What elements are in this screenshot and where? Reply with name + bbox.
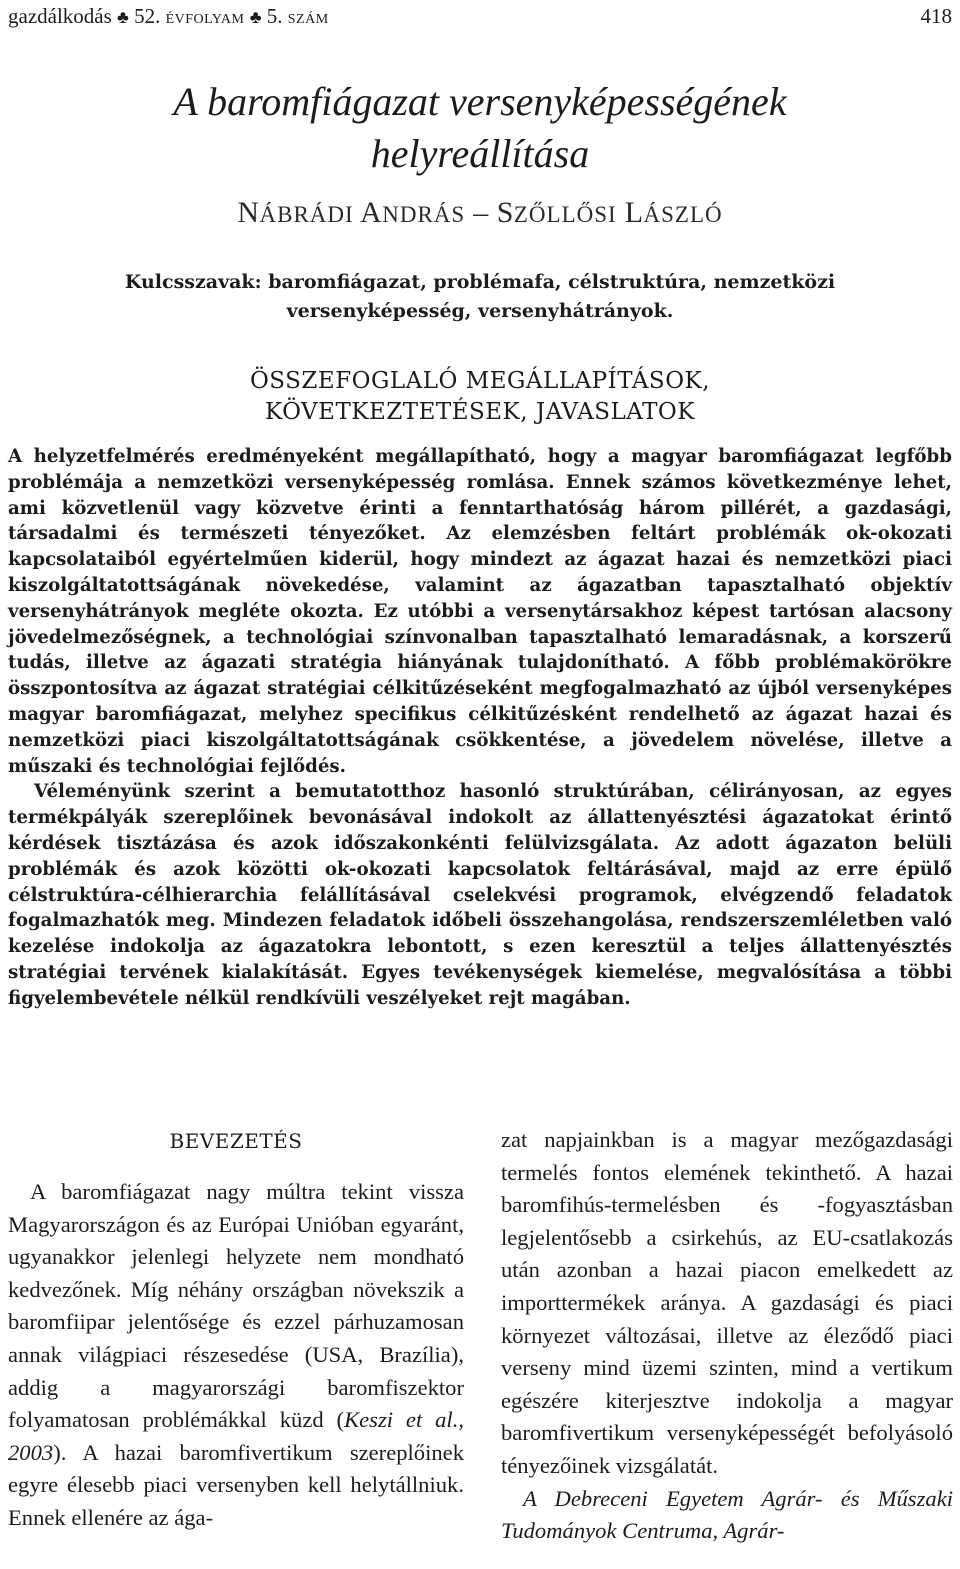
title-line-1: A baromfiágazat versenyképességének [173,79,787,124]
author-1-given-rest: NDRÁS [382,202,466,227]
author-1 [237,196,465,229]
introduction-text: A baromfiágazat nagy múltra tekint vissza Magyarországon és az Európai Unióban egyaránt, ugyanakkor jelenlegi helyzete nem mondható kedvezőnek. Míg néhány országban növekszik a baromfiipar jelentősége és ezzel párhuzamosan annak világpiaci részesedése (USA, Brazília), addig a magyarországi baromfiszektor folyamatosan problémákkal küzd ( [8,1179,464,1433]
introduction-paragraph [8,1176,464,1535]
citation: Keszi et al., 2003 [8,1407,465,1465]
affiliation-text: A Debreceni Egyetem Agrár- és Műszaki Tudományok Centruma, Agrár- [501,1485,953,1544]
article-title [0,76,960,180]
author-1-surname-rest: ÁBRÁDI [259,202,354,227]
author-1-initial: N [237,196,260,229]
summary-heading-line-2: KÖVETKEZTETÉSEK, JAVASLATOK [265,399,695,425]
volume-label: ÉVFOLYAM [165,12,245,27]
introduction-text-continued: ). A hazai baromfivertikum szereplőinek egyre élesebb piaci versenyben kell helytállniuk. Ennek ellenére az ága- [8,1439,464,1530]
summary-body [8,444,952,1012]
summary-paragraph-2: Véleményünk szerint a bemutatotthoz hasonló struktúrában, célirányosan, az egyes termékpályák szereplőinek bevonásával indokolt az állattenyésztési ágazatokat érintő kérdések tisztázása és azok időszakonkénti felülvizsgálata. Az adott ágazaton belüli problémák és azok közötti ok-okozati kapcsolatok feltárásával, majd az erre épülő célstruktúra-célhierarchia felállításával cselekvési programok, elvégzendő feladatok fogalmazhatók meg. Mindezen feladatok időbeli összehangolása, rendszerszemléletben való kezelése indokolja az ágazatokra lebontott, s ezen keresztül a teljes állattenyésztés stratégiai tervének kialakítását. Egyes tevékenységek kiemelése, megvalósítása a többi figyelembevétele nélkül rendkívüli veszélyeket rejt magában. [8,781,952,1009]
club-suit-icon: ♣ [249,7,262,27]
author-2 [497,196,723,229]
running-head [8,3,952,29]
introduction-heading: BEVEZETÉS [169,1129,303,1153]
author-2-given-rest: ÁSZLÓ [643,202,723,227]
author-1-given-initial: A [360,196,383,229]
journal-name: gazdálkodás [8,4,112,28]
right-column [501,1124,953,1548]
introduction-paragraph-continued: zat napjainkban is a magyar mezőgazdasági termelés fontos elemének tekinthető. A hazai baromfihús-termelésben és -fogyasztásban legjelentősebb a csirkehús, az EU-csatlakozás után azonban a hazai piacon emelkedett az importtermékek aránya. A gazdasági és piaci környezet változásai, illetve az éleződő piaci verseny mind üzemi szinten, mind a vertikum egészére kiterjesztve indokolja a magyar baromfivertikum versenyképességét befolyásoló tényezőinek vizsgálatát. [501,1127,953,1478]
club-suit-icon: ♣ [117,7,129,27]
summary-heading [0,366,960,428]
journal-issue-line [8,3,329,33]
author-separator: – [473,196,489,229]
title-line-2: helyreállítása [370,131,590,176]
summary-paragraph-1: A helyzetfelmérés eredményeként megállapítható, hogy a magyar baromfiágazat legfőbb problémája a nemzetközi versenyképesség romlása. Ennek számos következménye lehet, ami közvetlenül vagy közvetve érinti a fenntarthatóság három pillérét, a gazdasági, társadalmi és természeti tényezőket. Az elemzésben feltárt problémák ok-okozati kapcsolataiból egyértelműen kiderül, hogy mindezt az ágazat hazai és nemzetközi piaci kiszolgáltatottságának növekedése, valamint az ágazatban tapasztalható objektív versenyhátrányok megléte okozta. Ez utóbbi a versenytársakhoz képest tartósan alacsony jövedelmezőségnek, a technológiai színvonalban tapasztalható lemaradásnak, a korszerű tudás, illetve az ágazati stratégia hiányának tulajdonítható. A főbb problémakörökre összpontosítva az ágazat stratégiai célkitűzéseként megfogalmazható az újból versenyképes magyar baromfiágazat, melyhez specifikus célkitűzésként rendelhető az ágazat hazai és nemzetközi piaci kiszolgáltatottságának csökkentése, a jövedelem növelése, illetve a műszaki és technológiai fejlődés. [8,446,952,777]
summary-heading-line-1: ÖSSZEFOGLALÓ MEGÁLLAPÍTÁSOK, [249,368,711,394]
author-2-given-initial: L [624,196,644,229]
keywords: Kulcsszavak: baromfiágazat, problémafa, célstruktúra, nemzetközi versenyképesség, versenyhátrányok. [124,271,836,322]
author-2-surname-rest: ZŐLLŐSI [513,202,617,227]
issue-label: SZÁM [287,12,329,27]
issue-number: 5. [266,4,283,28]
left-column [8,1124,464,1535]
author-line [0,192,960,236]
author-2-initial: S [496,196,514,229]
volume-number: 52. [134,4,161,28]
page-number: 418 [920,4,952,28]
